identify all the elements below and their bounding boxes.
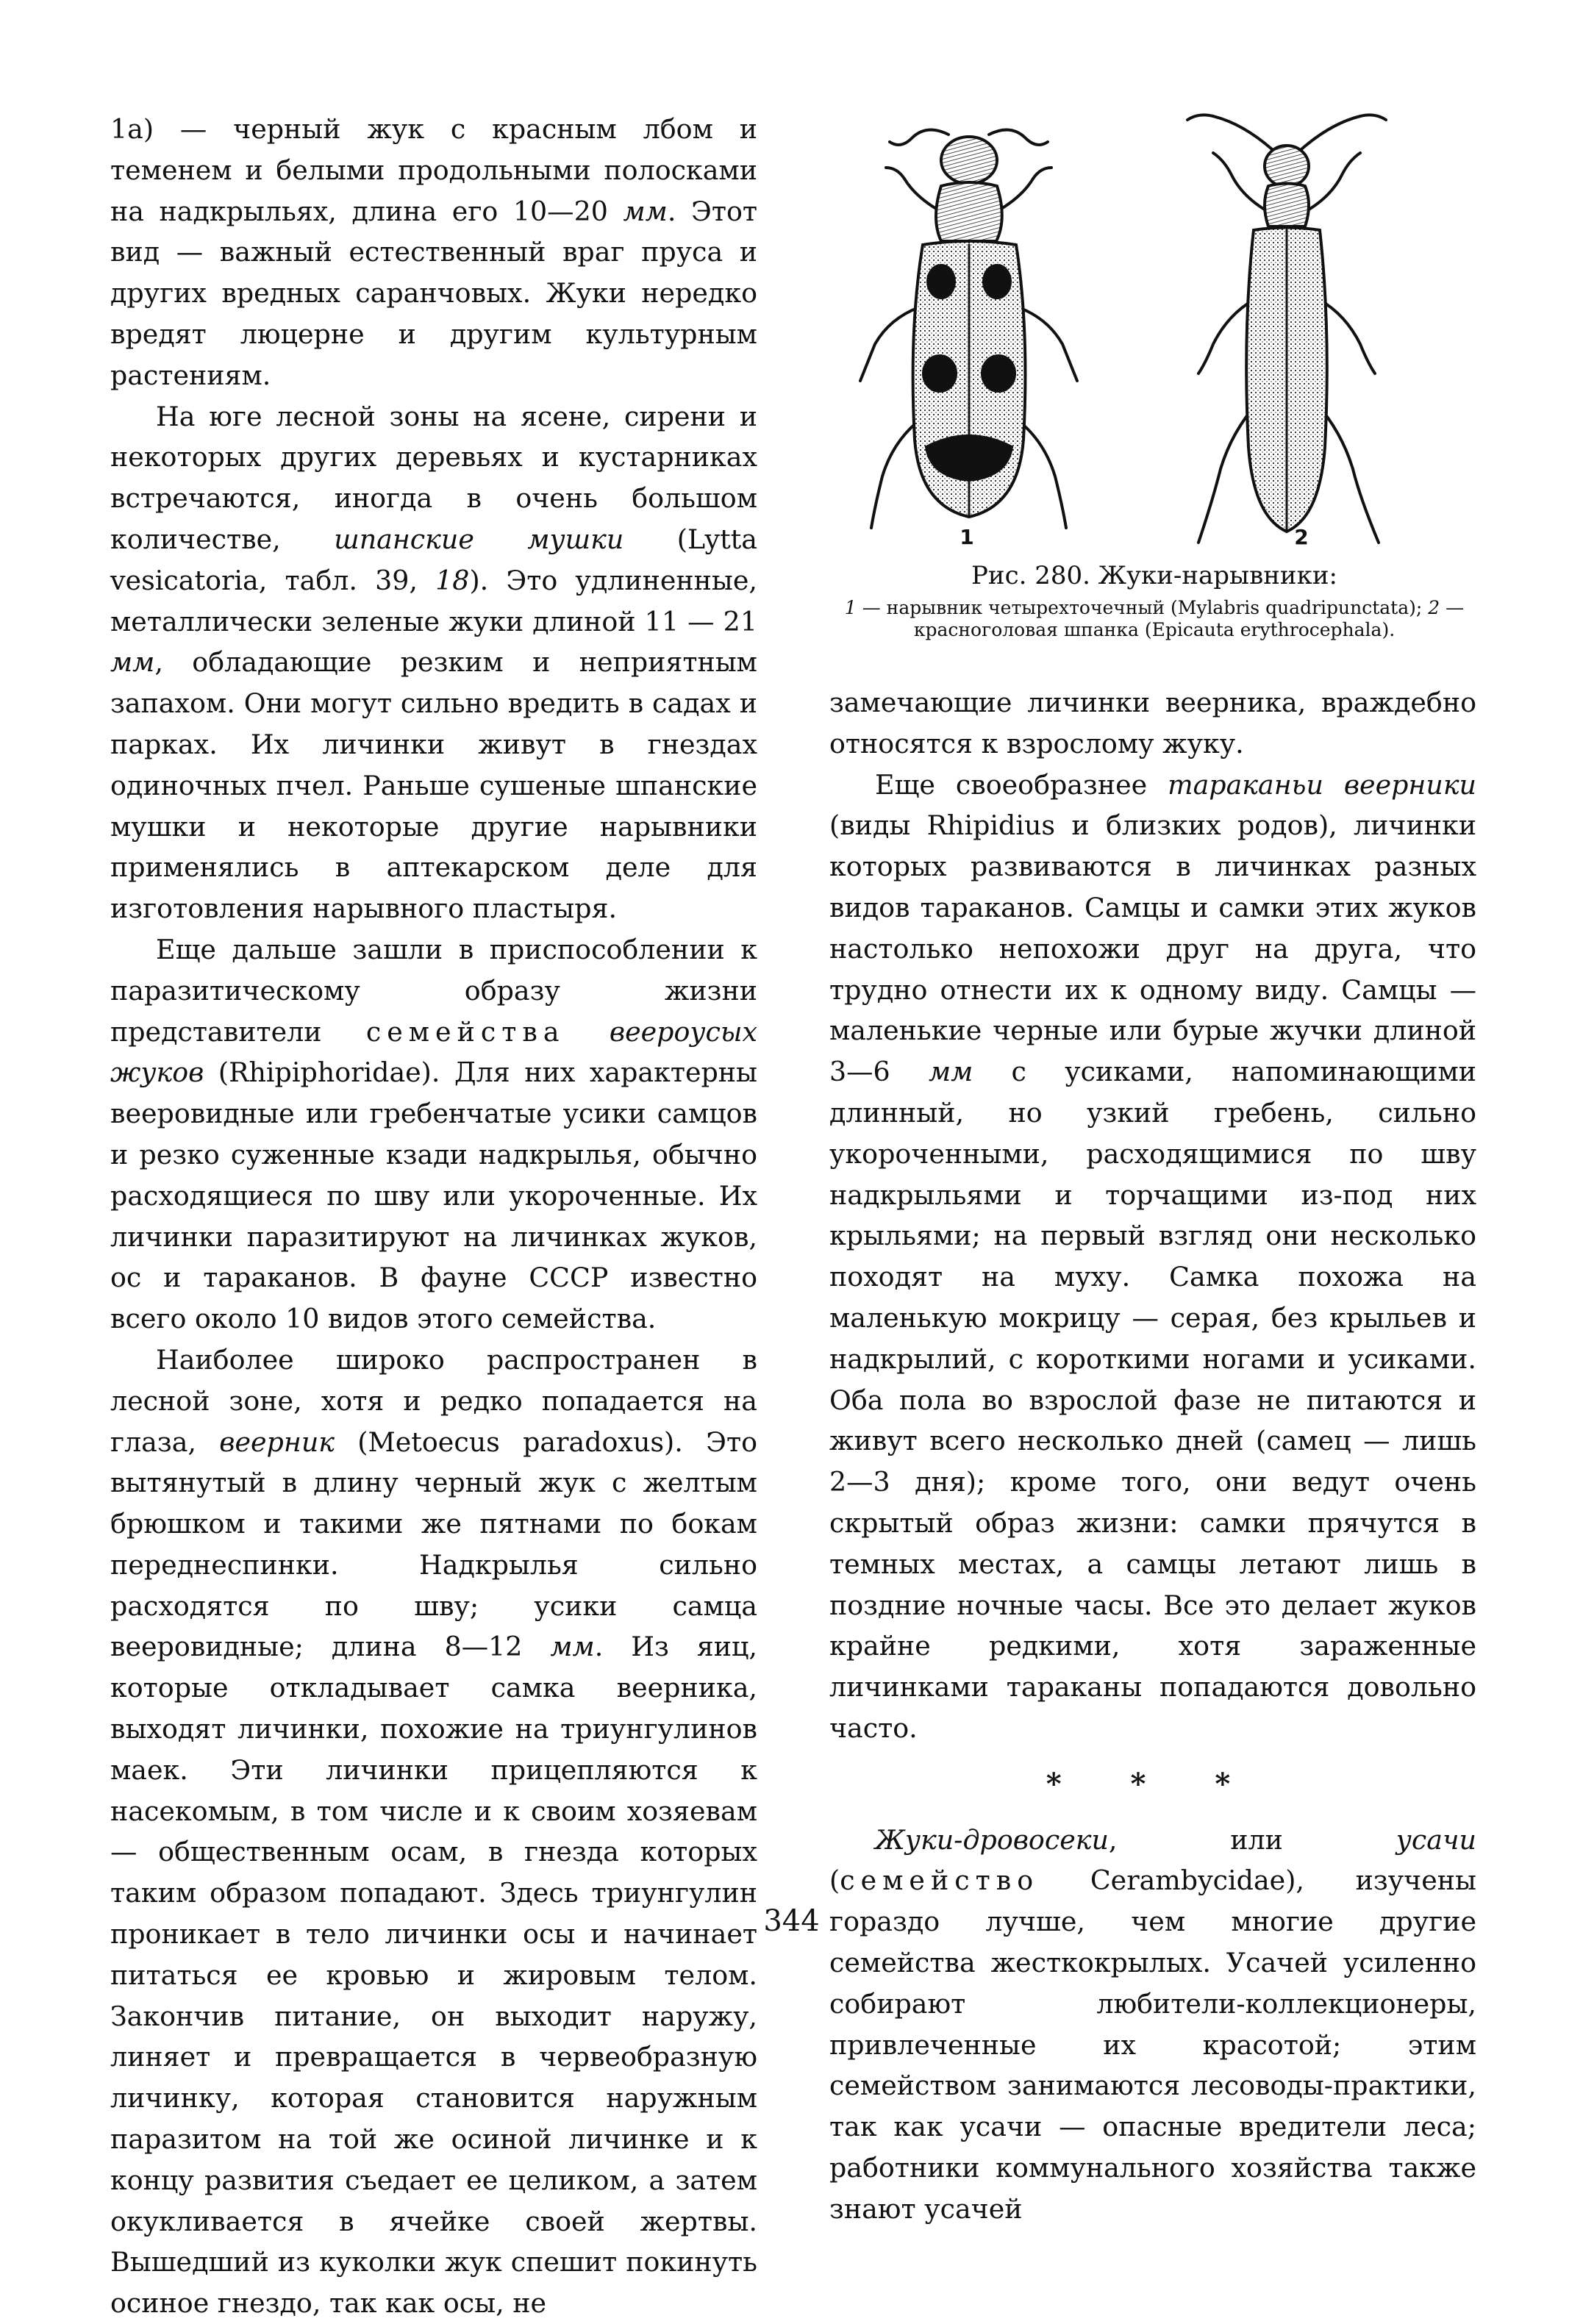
paragraph-7 bbox=[829, 1820, 1476, 2230]
caption-title: Рис. 280. Жуки-нарывники: bbox=[971, 561, 1337, 590]
beetle-illustration bbox=[831, 109, 1478, 550]
unit-mm: мм bbox=[928, 1056, 973, 1088]
beetle-1-mylabris bbox=[860, 130, 1077, 528]
text-run: . Из яиц, которые откладывает самка веерника, выходят личинки, похожие на триунгулинов маек. Эти личинки прицепляются к насекомым, в том числе и к своим хозяевам — общественным осам, в гнезда которых таким образом попадают. Здесь триунгулин проникает в тело личинки осы и начинает питаться ее кровью и жировым телом. Закончив питание, он выходит наружу, линяет и превращается в червеобразную личинку, которая становится наружным паразитом на той же осиной личинке и к концу развития съедает ее целиком, а затем окукливается в ячейке своей жертвы. Вышедший из куколки жук спешит покинуть осиное гнездо, так как осы, не bbox=[110, 1631, 757, 2320]
text-run: Cerambycidae), изучены гораздо лучше, чем многие другие семейства жесткокрылых. Усачей усиленно собирают любители-коллекционеры, привлеченные их красотой; этим семейством занимаются лесоводы-практики, так как усачи — опасные вредители леса; работники коммунального хозяйства также знают усачей bbox=[829, 1864, 1476, 2225]
term-italic: тараканьи веерники bbox=[1168, 768, 1476, 801]
text-run: Наиболее широко распространен в лесной зоне, хотя и редко попадается на глаза, bbox=[110, 1343, 757, 1458]
text-run: с усиками, напоминающими длинный, но узкий гребень, сильно укороченными, расходящимися по шву надкрыльями и торчащими из-под них крыльями; на первый взгляд они несколько походят на муху. Самка похожа на маленькую мокрицу — серая, без крыльев и надкрылий, с короткими ногами и усиками. Оба пола во взрослой фазе не питаются и живут всего несколько дней (самец — лишь 2—3 дня); кроме того, они ведут очень скрытый образ жизни: самки прячутся в темных местах, а самцы летают лишь в поздние ночные часы. Все это делает жуков крайне редкими, хотя зараженные личинками тараканы попадаются довольно часто. bbox=[829, 1056, 1476, 1744]
text-run: Еще дальше зашли в приспособлении к паразитическому образу жизни представители bbox=[110, 933, 757, 1048]
text-run: 1a) — черный жук с красным лбом и теменем и белыми продольными полосками на надкрыльях, длина его 10—20 bbox=[110, 113, 757, 227]
figure-label-1: 1 bbox=[960, 525, 974, 549]
text-run: (виды Rhipidius и близких родов), личинки которых развиваются в личинках разных видов тараканов. Самцы и самки этих жуков настолько непохожи друг на друга, что трудно отнести их к одному виду. Самцы — маленькие черные или бурые жучки длиной 3—6 bbox=[829, 809, 1476, 1088]
unit-mm: мм bbox=[110, 646, 155, 679]
beetle-figure bbox=[831, 109, 1478, 550]
text-run: ( bbox=[829, 1864, 840, 1897]
caption-number-2: 2 bbox=[1428, 597, 1440, 618]
text-run: Еще своеобразнее bbox=[875, 768, 1168, 801]
text-run: замечающие личинки веерника, враждебно относятся к взрослому жуку. bbox=[829, 687, 1476, 759]
section-divider-stars: * * * bbox=[1046, 1766, 1260, 1801]
caption-text-1: — нарывник четырехточечный (Mylabris quadripunctata); bbox=[856, 597, 1429, 618]
term-italic: усачи bbox=[1396, 1823, 1476, 1856]
unit-mm: мм bbox=[550, 1631, 595, 1663]
text-run: (Rhipiphoridae). Для них характерны вееровидные или гребенчатые усики самцов и резко суженные кзади надкрылья, обычно расходящиеся по шву или укороченные. Их личинки паразитируют на личинках жуков, ос и тараканов. В фауне СССР известно всего около 10 видов этого семейства. bbox=[110, 1056, 757, 1335]
paragraph-6 bbox=[829, 765, 1476, 1749]
paragraph-1 bbox=[110, 109, 757, 396]
unit-mm: мм bbox=[623, 195, 668, 227]
term-italic: веероусых жуков bbox=[110, 1015, 757, 1089]
caption-number-1: 1 bbox=[844, 597, 857, 618]
page-number: 344 bbox=[763, 1904, 820, 1938]
spaced-word: семейство bbox=[840, 1864, 1040, 1897]
term-italic: Жуки-дровосеки bbox=[875, 1823, 1109, 1856]
term-italic: шпанские мушки bbox=[334, 523, 624, 555]
right-column bbox=[829, 682, 1476, 2229]
text-run: , обладающие резким и неприятным запахом. Они могут сильно вредить в садах и парках. Их личинки живут в гнездах одиночных пчел. Раньше сушеные шпанские мушки и некоторые другие нарывники применялись в аптекарском деле для изготовления нарывного пластыря. bbox=[110, 646, 757, 925]
paragraph-3 bbox=[110, 929, 757, 1340]
paragraph-2 bbox=[110, 396, 757, 929]
text-run: (Lytta vesicatoria, табл. 39, bbox=[110, 523, 758, 596]
term-italic: веерник bbox=[219, 1426, 335, 1458]
spaced-word: семейства bbox=[365, 1015, 565, 1048]
caption-body bbox=[838, 597, 1471, 641]
caption-text-2: — красноголовая шпанка (Epicauta erythrocephala). bbox=[913, 597, 1465, 640]
beetle-2-epicauta bbox=[1187, 115, 1386, 543]
paragraph-4 bbox=[110, 1340, 757, 2324]
figure-label-2: 2 bbox=[1294, 525, 1309, 549]
text-run: На юге лесной зоны на ясене, сирени и некоторых других деревьях и кустарниках встречаются, иногда в очень большом количестве, bbox=[110, 400, 757, 555]
left-column bbox=[110, 109, 757, 2324]
text-run: , или bbox=[1108, 1823, 1396, 1856]
paragraph-5 bbox=[829, 682, 1476, 765]
text-run: . Этот вид — важный естественный враг пруса и других вредных саранчовых. Жуки нередко вредят люцерне и другим культурным растениям. bbox=[110, 195, 758, 391]
text-run: (Metoecus paradoxus). Это вытянутый в длину черный жук с желтым брюшком и такими же пятнами по бокам переднеспинки. Надкрылья сильно расходятся по шву; усики самца вееровидные; длина 8—12 bbox=[110, 1426, 757, 1663]
text-run: ). Это удлиненные, металлически зеленые жуки длиной 11 — 21 bbox=[110, 564, 757, 637]
figure-caption bbox=[838, 559, 1471, 641]
plate-number: 18 bbox=[435, 564, 470, 596]
